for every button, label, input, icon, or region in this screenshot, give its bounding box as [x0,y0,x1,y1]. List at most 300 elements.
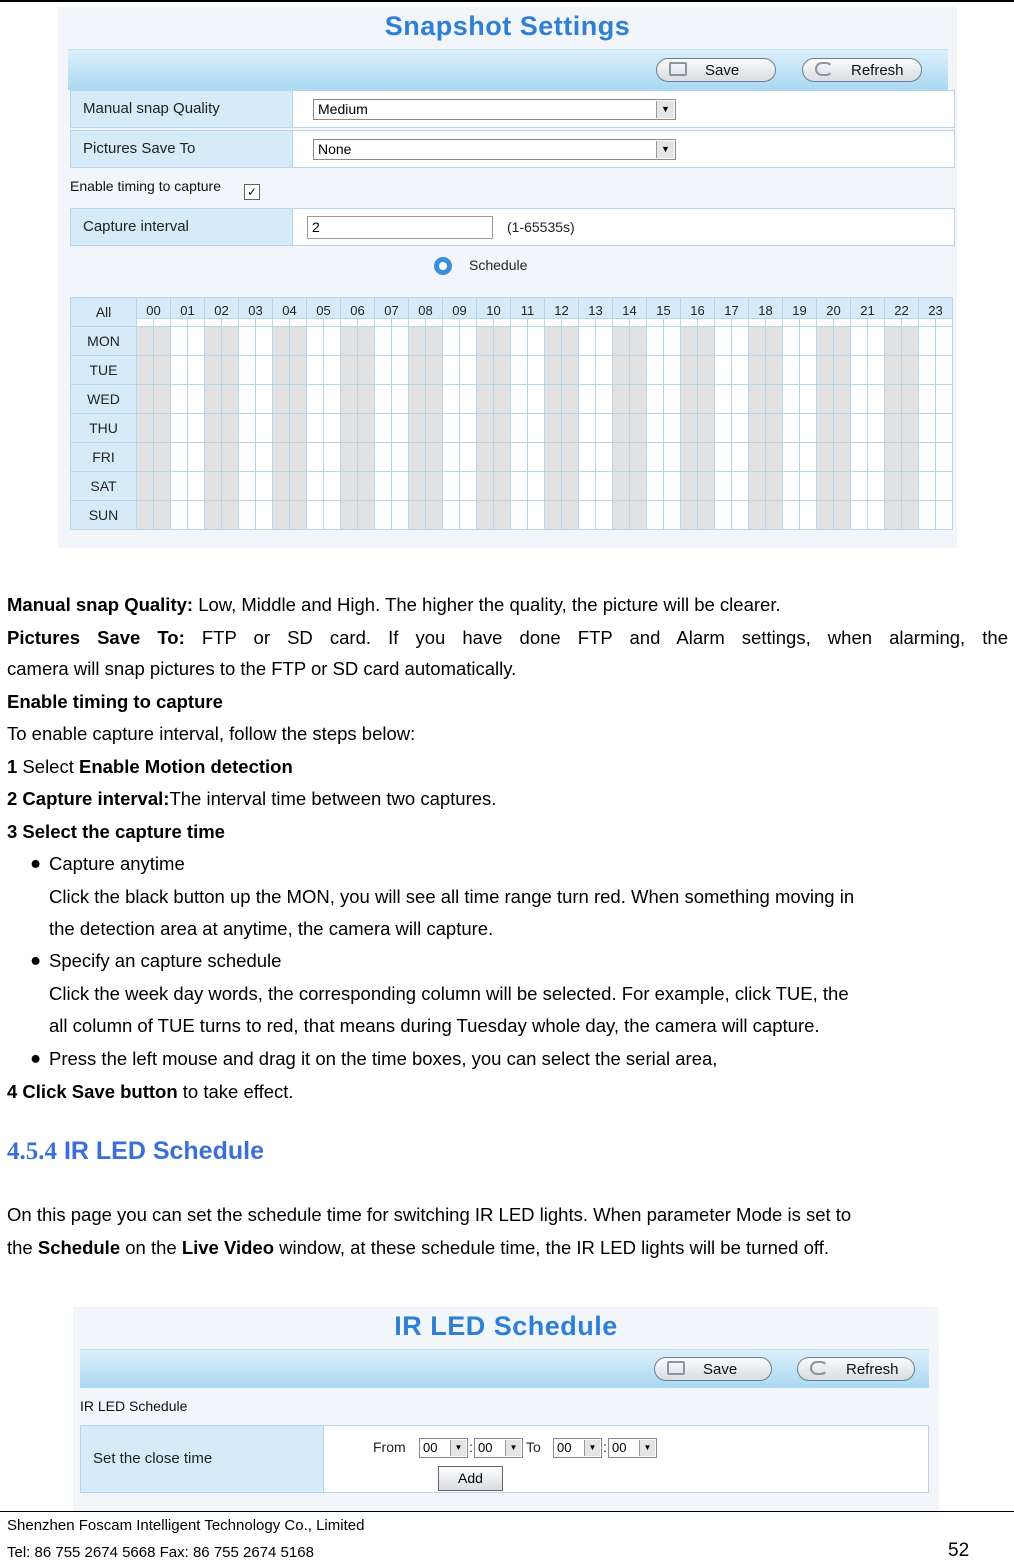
schedule-cell[interactable] [426,327,443,356]
schedule-cell[interactable] [681,443,698,472]
schedule-cell[interactable] [800,327,817,356]
to-hour-select[interactable] [553,1438,602,1458]
schedule-cell[interactable] [511,414,528,443]
schedule-cell[interactable] [698,472,715,501]
schedule-cell[interactable] [307,501,324,530]
schedule-cell[interactable] [137,385,154,414]
schedule-cell[interactable] [834,385,851,414]
schedule-cell[interactable] [188,443,205,472]
schedule-cell[interactable] [392,472,409,501]
schedule-cell[interactable] [681,356,698,385]
enable-timing-checkbox[interactable]: ✓ [244,184,260,200]
schedule-cell[interactable] [511,501,528,530]
schedule-cell[interactable] [749,356,766,385]
schedule-cell[interactable] [885,472,902,501]
schedule-hour-header[interactable]: 19 [783,298,817,319]
schedule-cell[interactable] [256,385,273,414]
schedule-cell[interactable] [868,414,885,443]
schedule-cell[interactable] [341,356,358,385]
schedule-cell[interactable] [732,501,749,530]
schedule-cell[interactable] [834,319,851,327]
schedule-cell[interactable] [579,472,596,501]
schedule-cell[interactable] [715,414,732,443]
schedule-cell[interactable] [477,501,494,530]
schedule-cell[interactable] [851,385,868,414]
schedule-cell[interactable] [579,319,596,327]
schedule-cell[interactable] [766,327,783,356]
schedule-cell[interactable] [239,472,256,501]
schedule-cell[interactable] [681,385,698,414]
schedule-cell[interactable] [817,414,834,443]
schedule-cell[interactable] [664,327,681,356]
ir-refresh-button[interactable] [797,1357,915,1381]
schedule-cell[interactable] [358,443,375,472]
schedule-cell[interactable] [256,472,273,501]
schedule-cell[interactable] [817,327,834,356]
schedule-cell[interactable] [443,414,460,443]
schedule-cell[interactable] [528,356,545,385]
schedule-cell[interactable] [630,472,647,501]
schedule-cell[interactable] [630,501,647,530]
schedule-cell[interactable] [579,385,596,414]
schedule-cell[interactable] [613,501,630,530]
schedule-cell[interactable] [171,327,188,356]
schedule-cell[interactable] [749,472,766,501]
schedule-hour-header[interactable]: 00 [137,298,171,319]
quality-select[interactable] [313,99,676,120]
schedule-cell[interactable] [851,414,868,443]
schedule-cell[interactable] [188,414,205,443]
schedule-cell[interactable] [375,319,392,327]
schedule-cell[interactable] [511,385,528,414]
schedule-cell[interactable] [205,385,222,414]
schedule-cell[interactable] [409,327,426,356]
schedule-hour-header[interactable]: 10 [477,298,511,319]
schedule-cell[interactable] [205,356,222,385]
schedule-cell[interactable] [919,385,936,414]
schedule-cell[interactable] [375,414,392,443]
schedule-cell[interactable] [137,472,154,501]
schedule-cell[interactable] [426,385,443,414]
schedule-cell[interactable] [273,472,290,501]
schedule-cell[interactable] [409,501,426,530]
schedule-cell[interactable] [681,319,698,327]
schedule-cell[interactable] [681,327,698,356]
schedule-hour-header[interactable]: 06 [341,298,375,319]
schedule-cell[interactable] [494,501,511,530]
schedule-cell[interactable] [154,327,171,356]
schedule-cell[interactable] [222,356,239,385]
schedule-cell[interactable] [698,327,715,356]
schedule-cell[interactable] [324,443,341,472]
schedule-cell[interactable] [545,385,562,414]
add-button[interactable]: Add [438,1466,503,1491]
schedule-cell[interactable] [477,356,494,385]
schedule-cell[interactable] [324,385,341,414]
schedule-cell[interactable] [647,501,664,530]
schedule-cell[interactable] [902,443,919,472]
schedule-cell[interactable] [239,414,256,443]
schedule-cell[interactable] [511,356,528,385]
schedule-cell[interactable] [698,443,715,472]
schedule-cell[interactable] [936,501,953,530]
schedule-cell[interactable] [392,356,409,385]
schedule-cell[interactable] [783,443,800,472]
schedule-cell[interactable] [698,385,715,414]
schedule-cell[interactable] [171,356,188,385]
schedule-cell[interactable] [579,356,596,385]
schedule-cell[interactable] [783,501,800,530]
schedule-cell[interactable] [681,501,698,530]
schedule-cell[interactable] [579,443,596,472]
schedule-cell[interactable] [681,414,698,443]
schedule-cell[interactable] [171,443,188,472]
schedule-cell[interactable] [885,356,902,385]
schedule-cell[interactable] [494,385,511,414]
schedule-cell[interactable] [885,327,902,356]
schedule-cell[interactable] [562,443,579,472]
schedule-cell[interactable] [358,501,375,530]
schedule-cell[interactable] [154,414,171,443]
schedule-cell[interactable] [375,385,392,414]
schedule-cell[interactable] [868,443,885,472]
schedule-cell[interactable] [239,443,256,472]
schedule-cell[interactable] [732,472,749,501]
schedule-cell[interactable] [613,327,630,356]
schedule-cell[interactable] [443,501,460,530]
schedule-cell[interactable] [783,414,800,443]
schedule-cell[interactable] [749,443,766,472]
schedule-cell[interactable] [171,414,188,443]
schedule-cell[interactable] [460,443,477,472]
schedule-cell[interactable] [885,385,902,414]
schedule-cell[interactable] [409,414,426,443]
schedule-cell[interactable] [919,327,936,356]
schedule-cell[interactable] [732,356,749,385]
schedule-cell[interactable] [528,327,545,356]
schedule-cell[interactable] [443,356,460,385]
schedule-cell[interactable] [919,356,936,385]
ir-save-button[interactable] [654,1357,772,1381]
schedule-cell[interactable] [647,319,664,327]
schedule-cell[interactable] [715,385,732,414]
schedule-cell[interactable] [307,319,324,327]
schedule-cell[interactable] [205,327,222,356]
schedule-cell[interactable] [545,319,562,327]
schedule-cell[interactable] [358,385,375,414]
schedule-cell[interactable] [800,443,817,472]
schedule-hour-header[interactable]: 16 [681,298,715,319]
schedule-cell[interactable] [528,443,545,472]
schedule-cell[interactable] [443,327,460,356]
schedule-cell[interactable] [290,472,307,501]
schedule-cell[interactable] [885,501,902,530]
schedule-cell[interactable] [375,472,392,501]
schedule-cell[interactable] [596,319,613,327]
schedule-cell[interactable] [630,319,647,327]
schedule-cell[interactable] [154,356,171,385]
schedule-hour-header[interactable]: 11 [511,298,545,319]
schedule-hour-header[interactable]: 13 [579,298,613,319]
schedule-cell[interactable] [868,385,885,414]
schedule-cell[interactable] [290,501,307,530]
schedule-cell[interactable] [358,414,375,443]
schedule-cell[interactable] [392,501,409,530]
schedule-cell[interactable] [154,501,171,530]
schedule-hour-header[interactable]: 04 [273,298,307,319]
schedule-cell[interactable] [902,501,919,530]
schedule-cell[interactable] [936,472,953,501]
schedule-cell[interactable] [358,327,375,356]
schedule-cell[interactable] [562,385,579,414]
schedule-cell[interactable] [341,385,358,414]
schedule-cell[interactable] [783,385,800,414]
schedule-cell[interactable] [188,385,205,414]
schedule-cell[interactable] [596,472,613,501]
schedule-cell[interactable] [154,472,171,501]
schedule-cell[interactable] [477,443,494,472]
schedule-cell[interactable] [409,472,426,501]
schedule-cell[interactable] [511,443,528,472]
schedule-cell[interactable] [868,356,885,385]
schedule-cell[interactable] [494,472,511,501]
schedule-cell[interactable] [477,472,494,501]
schedule-cell[interactable] [409,385,426,414]
schedule-cell[interactable] [324,501,341,530]
schedule-cell[interactable] [647,414,664,443]
schedule-cell[interactable] [392,319,409,327]
schedule-cell[interactable] [851,327,868,356]
schedule-cell[interactable] [239,385,256,414]
schedule-cell[interactable] [562,501,579,530]
schedule-cell[interactable] [579,327,596,356]
schedule-cell[interactable] [222,501,239,530]
schedule-cell[interactable] [817,472,834,501]
schedule-cell[interactable] [647,472,664,501]
schedule-cell[interactable] [902,319,919,327]
schedule-cell[interactable] [494,356,511,385]
schedule-cell[interactable] [375,443,392,472]
schedule-cell[interactable] [426,472,443,501]
schedule-cell[interactable] [766,385,783,414]
schedule-cell[interactable] [630,414,647,443]
schedule-cell[interactable] [171,385,188,414]
schedule-cell[interactable] [596,327,613,356]
schedule-cell[interactable] [715,501,732,530]
schedule-cell[interactable] [732,319,749,327]
schedule-cell[interactable] [137,501,154,530]
schedule-day-header[interactable]: FRI [71,443,137,472]
schedule-cell[interactable] [851,319,868,327]
schedule-cell[interactable] [766,501,783,530]
schedule-cell[interactable] [630,385,647,414]
schedule-cell[interactable] [664,443,681,472]
schedule-cell[interactable] [494,443,511,472]
schedule-cell[interactable] [800,414,817,443]
schedule-cell[interactable] [137,443,154,472]
schedule-day-header[interactable]: SAT [71,472,137,501]
schedule-cell[interactable] [188,327,205,356]
schedule-cell[interactable] [205,472,222,501]
schedule-cell[interactable] [528,414,545,443]
schedule-cell[interactable] [443,472,460,501]
schedule-cell[interactable] [154,443,171,472]
schedule-cell[interactable] [290,385,307,414]
save-button[interactable] [656,58,776,82]
schedule-cell[interactable] [188,501,205,530]
schedule-cell[interactable] [426,356,443,385]
schedule-cell[interactable] [307,414,324,443]
schedule-cell[interactable] [766,472,783,501]
schedule-cell[interactable] [902,327,919,356]
schedule-cell[interactable] [256,327,273,356]
schedule-hour-header[interactable]: 03 [239,298,273,319]
schedule-cell[interactable] [239,356,256,385]
schedule-cell[interactable] [630,356,647,385]
schedule-cell[interactable] [171,319,188,327]
schedule-cell[interactable] [392,443,409,472]
schedule-cell[interactable] [800,319,817,327]
schedule-cell[interactable] [936,414,953,443]
schedule-hour-header[interactable]: 15 [647,298,681,319]
schedule-cell[interactable] [511,472,528,501]
schedule-cell[interactable] [715,443,732,472]
schedule-cell[interactable] [477,414,494,443]
schedule-cell[interactable] [341,472,358,501]
schedule-cell[interactable] [477,327,494,356]
schedule-cell[interactable] [732,385,749,414]
schedule-cell[interactable] [239,327,256,356]
schedule-cell[interactable] [749,327,766,356]
schedule-cell[interactable] [919,443,936,472]
schedule-cell[interactable] [273,356,290,385]
schedule-cell[interactable] [324,327,341,356]
schedule-cell[interactable] [936,327,953,356]
schedule-cell[interactable] [749,319,766,327]
schedule-cell[interactable] [460,327,477,356]
schedule-cell[interactable] [256,319,273,327]
schedule-hour-header[interactable]: 07 [375,298,409,319]
schedule-cell[interactable] [562,356,579,385]
schedule-cell[interactable] [885,443,902,472]
schedule-cell[interactable] [766,443,783,472]
schedule-day-header[interactable]: MON [71,327,137,356]
schedule-cell[interactable] [732,327,749,356]
schedule-cell[interactable] [443,443,460,472]
schedule-cell[interactable] [273,327,290,356]
schedule-cell[interactable] [273,385,290,414]
schedule-cell[interactable] [800,356,817,385]
schedule-cell[interactable] [732,414,749,443]
schedule-cell[interactable] [137,414,154,443]
schedule-cell[interactable] [460,356,477,385]
schedule-cell[interactable] [545,356,562,385]
schedule-cell[interactable] [681,472,698,501]
schedule-cell[interactable] [341,319,358,327]
schedule-cell[interactable] [545,414,562,443]
schedule-cell[interactable] [273,501,290,530]
schedule-cell[interactable] [256,414,273,443]
schedule-cell[interactable] [766,356,783,385]
from-hour-select[interactable] [419,1438,468,1458]
schedule-cell[interactable] [239,501,256,530]
schedule-cell[interactable] [851,472,868,501]
schedule-cell[interactable] [324,472,341,501]
from-minute-select[interactable] [474,1438,523,1458]
schedule-cell[interactable] [409,356,426,385]
schedule-cell[interactable] [613,356,630,385]
schedule-cell[interactable] [324,356,341,385]
schedule-cell[interactable] [647,327,664,356]
schedule-cell[interactable] [919,501,936,530]
schedule-cell[interactable] [868,472,885,501]
schedule-cell[interactable] [902,414,919,443]
schedule-cell[interactable] [596,501,613,530]
schedule-cell[interactable] [630,327,647,356]
schedule-cell[interactable] [936,385,953,414]
schedule-hour-header[interactable]: 09 [443,298,477,319]
schedule-cell[interactable] [460,414,477,443]
schedule-cell[interactable] [868,327,885,356]
schedule-cell[interactable] [630,443,647,472]
schedule-cell[interactable] [222,319,239,327]
schedule-cell[interactable] [545,443,562,472]
schedule-hour-header[interactable]: 23 [919,298,953,319]
schedule-cell[interactable] [834,414,851,443]
schedule-cell[interactable] [205,443,222,472]
schedule-cell[interactable] [545,472,562,501]
schedule-cell[interactable] [256,356,273,385]
schedule-cell[interactable] [426,501,443,530]
schedule-cell[interactable] [545,501,562,530]
schedule-cell[interactable] [596,414,613,443]
schedule-cell[interactable] [290,414,307,443]
schedule-day-header[interactable]: WED [71,385,137,414]
schedule-cell[interactable] [647,356,664,385]
schedule-cell[interactable] [664,385,681,414]
schedule-cell[interactable] [800,501,817,530]
schedule-cell[interactable] [766,414,783,443]
schedule-day-header[interactable]: THU [71,414,137,443]
schedule-cell[interactable] [222,443,239,472]
schedule-cell[interactable] [834,327,851,356]
schedule-all-button[interactable]: All [71,298,137,327]
schedule-cell[interactable] [562,472,579,501]
schedule-cell[interactable] [188,356,205,385]
schedule-cell[interactable] [647,443,664,472]
schedule-cell[interactable] [290,327,307,356]
schedule-cell[interactable] [902,472,919,501]
schedule-cell[interactable] [613,414,630,443]
schedule-cell[interactable] [222,327,239,356]
schedule-cell[interactable] [766,319,783,327]
schedule-cell[interactable] [426,319,443,327]
schedule-cell[interactable] [664,472,681,501]
schedule-cell[interactable] [664,356,681,385]
schedule-cell[interactable] [171,501,188,530]
schedule-cell[interactable] [375,327,392,356]
schedule-cell[interactable] [528,319,545,327]
schedule-cell[interactable] [443,385,460,414]
schedule-hour-header[interactable]: 05 [307,298,341,319]
schedule-cell[interactable] [341,443,358,472]
schedule-cell[interactable] [307,472,324,501]
schedule-cell[interactable] [885,319,902,327]
schedule-cell[interactable] [919,319,936,327]
schedule-cell[interactable] [817,356,834,385]
schedule-cell[interactable] [919,414,936,443]
schedule-day-header[interactable]: TUE [71,356,137,385]
